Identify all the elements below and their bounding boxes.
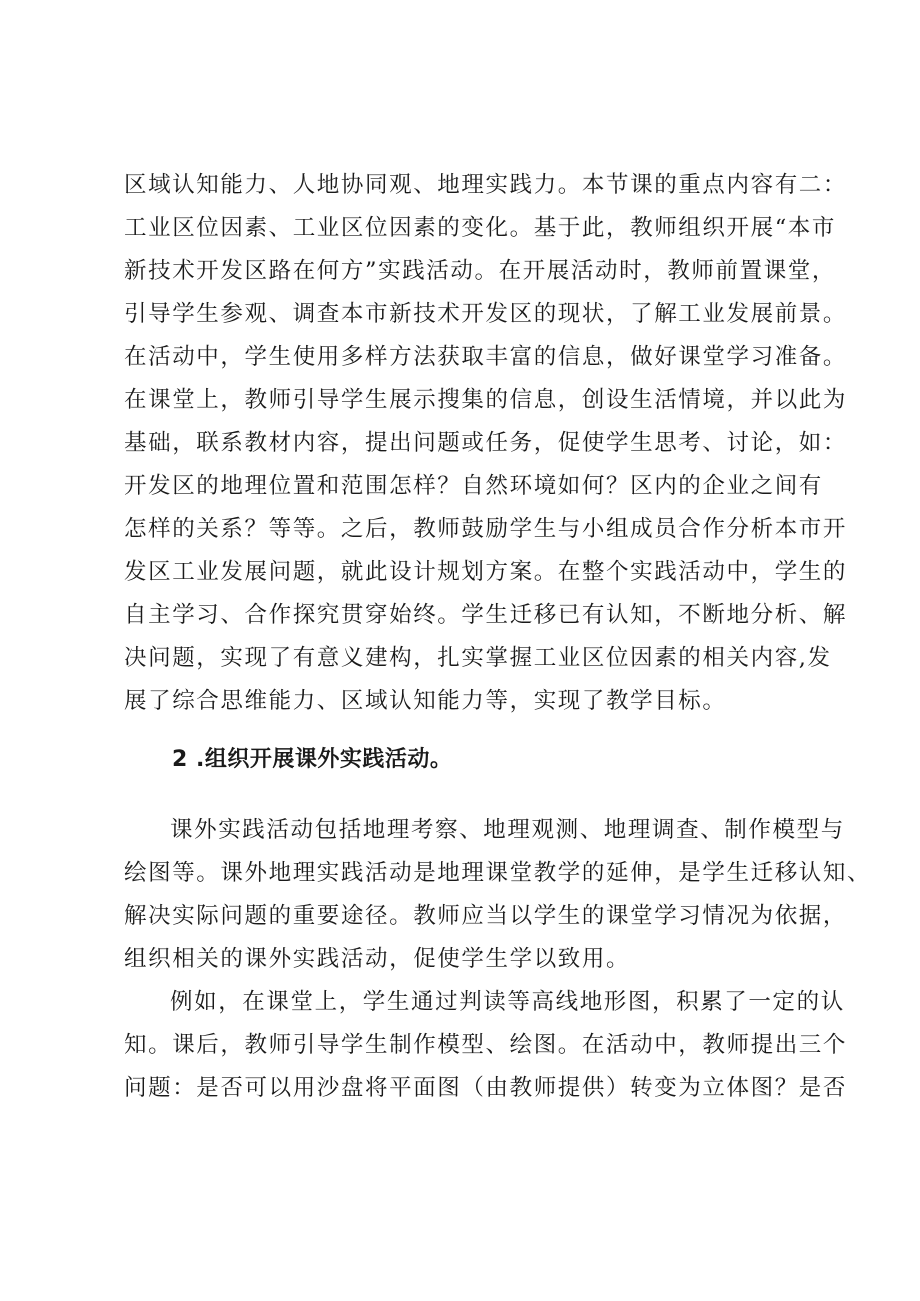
paragraph-line: 知。课后，教师引导学生制作模型、绘图。在活动中，教师提出三个 <box>124 1032 848 1058</box>
paragraph-line: 在课堂上，教师引导学生展示搜集的信息，创设生活情境，并以此为 <box>124 387 848 413</box>
paragraph-line: 发区工业发展问题，就此设计规划方案。在整个实践活动中，学生的 <box>124 559 848 585</box>
paragraph-line: 解决实际问题的重要途径。教师应当以学生的课堂学习情况为依据， <box>124 903 848 929</box>
paragraph-line: 组织相关的课外实践活动，促使学生学以致用。 <box>124 946 631 972</box>
paragraph-line: 展了综合思维能力、区域认知能力等，实现了教学目标。 <box>124 688 727 714</box>
paragraph-line: 决问题，实现了有意义建构，扎实掌握工业区位因素的相关内容,发 <box>124 645 832 671</box>
paragraph-line: 绘图等。课外地理实践活动是地理课堂教学的延伸，是学生迁移认知、 <box>124 860 872 886</box>
paragraph-line: 新技术开发区路在何方”实践活动。在开展活动时，教师前置课堂， <box>124 258 837 284</box>
section-heading: 2 .组织开展课外实践活动。 <box>172 747 453 772</box>
paragraph-line: 基础，联系教材内容，提出问题或任务，促使学生思考、讨论，如： <box>124 430 848 456</box>
paragraph-line: 引导学生参观、调查本市新技术开发区的现状，了解工业发展前景。 <box>124 301 848 327</box>
paragraph-line: 开发区的地理位置和范围怎样？自然环境如何？区内的企业之间有 <box>124 473 823 499</box>
paragraph-line: 在活动中，学生使用多样方法获取丰富的信息，做好课堂学习准备。 <box>124 344 848 370</box>
paragraph-line: 自主学习、合作探究贯穿始终。学生迁移已有认知，不断地分析、解 <box>124 602 848 628</box>
paragraph-line: 工业区位因素、工业区位因素的变化。基于此，教师组织开展“本市 <box>124 215 837 241</box>
paragraph-line: 问题：是否可以用沙盘将平面图（由教师提供）转变为立体图？是否 <box>124 1075 848 1101</box>
paragraph-line: 区域认知能力、人地协同观、地理实践力。本节课的重点内容有二： <box>124 172 848 198</box>
paragraph-line: 怎样的关系？等等。之后，教师鼓励学生与小组成员合作分析本市开 <box>124 516 848 542</box>
paragraph-line: 课外实践活动包括地理考察、地理观测、地理调查、制作模型与 <box>170 817 845 843</box>
paragraph-line: 例如，在课堂上，学生通过判读等高线地形图，积累了一定的认 <box>170 989 845 1015</box>
